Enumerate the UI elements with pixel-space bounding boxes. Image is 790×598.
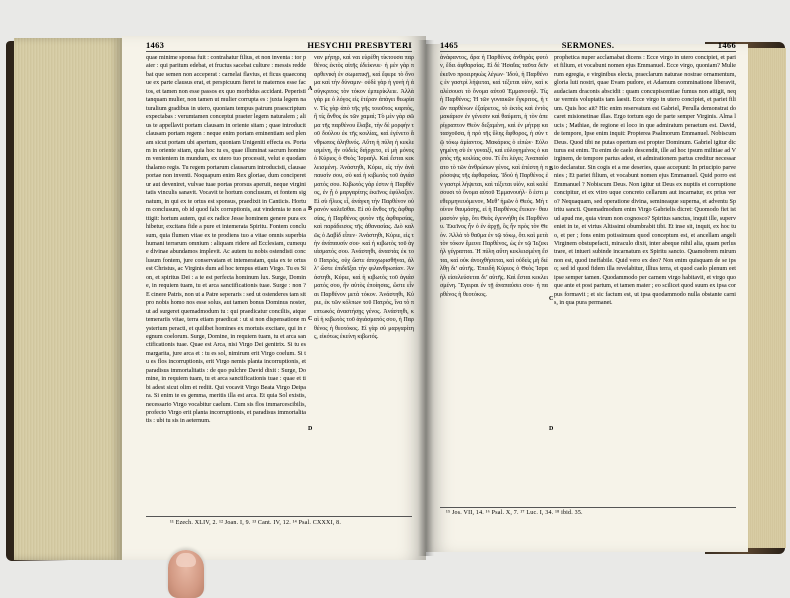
book-gutter	[418, 40, 434, 556]
left-margin-letter-b: B	[308, 206, 313, 212]
right-page-number-column: 1466	[717, 40, 736, 50]
right-latin-column: prophetica nuper acclamabat dicens : Ecce virgo in utero concipiet, et pariet filium, et vocabunt nomen ejus Emmanuel. Ecce virgo, quoniam? Mulierum egregia, e virginibus electa, praeclarum naturae nostrae ornamentum, gloria luti nostri, quae Evam pudore, et Adamum comminatione liberavit, audaciam draconis abscidit : quam concupiscentiae fumus non attigit, neque vermis voluptatis tam laesit. Ecce virgo in utero concipiet, et pariet filium. Quis hoc ait? Hic enim reservatum est Gabriel, Perulla demonstrat docaret misionetinae illas. Ergo tortum ego de parte semper Virginis. Alma lucis ; Mathiae, de regione ei loco in que admiratum peraetum est. David, de tempore, Ipse enim inquit: Propterea Psalmorum Emmanuel. Nobiscum Deus. Quod tibi ne putas opertum est propter Dominum. Gabriel igitur dicturus est enim. Tu enim de caelo descendit, ille ad hoc ipsum militiae ad Virginem, de tempore partus adest, et admirationem partus creditur necessario declaratur. Sin cogis et a me deseries, quae accepunt: In priucipio parvenies ; Et pariet filium, et vocabunt nomen ejus Emmanuel. Quid porro est Emmanuel ? Nobiscum Deus. Non igitur ut Deus ex nuptiis et corruptione concipitur, et ex vitro uque concreto cellarum aut incarnatur, ex prius vero? Nequaquam, sed operatione divina, semineaque superna, et adventu Spiritu sancti. Quemadmodum enim Virgo Gabrielis dicret: Quomodo fiet istud apud me, quia virum non cognosco? Spiritus sanctus, inquit ille, superveniet in te, et virtus Altissimi obumbrabit tibi. Et inse sit, inquit, ex hoc tuo, et per ; fons enim potissimum quod conceptum est, et ancellam angeli Virginem obstupefacti, miraculo dixit, inter abeque nihil alia, quam perlustrare, et intueri subinde incarnatum ex Spiritu sancto. Quamobrem mirum non est, quod ineffabile. Quid vero ex deo? Non enim quisquam de se ipso; sed id quod fidem illa revelabitur, illius terra, et quod caelo plenum eet ipse semper tamen. Quodammodo per carnem virgo habitavit, et virgo quoque ante et post partum, et tamen mater ; eo scilicet quod suum ex ipsa corpus formavit ; et sic factum est, ut ipsa quodammodo nulla obstante carnis, in qua pura permanet.	[554, 55, 736, 307]
right-footnotes: ¹⁵ Jos. VII, 14. ¹⁶ Psal. X, 7. ¹⁷ Luc. I, 34. ¹⁸ ibid. 35.	[446, 510, 583, 516]
left-margin-letter-c: C	[308, 316, 313, 322]
right-footnote-rule	[440, 507, 736, 508]
left-head-rule	[146, 51, 412, 52]
right-greek-column: ἀνάφαντος, ἄρα ἡ Παρθένος ἀνθηρὰς φυτὸν, ἔδει ἀφθαρσίας. Εἰ δὲ Ἡσαΐας ταῦτα δεῖν ἐκεῖνο προειρηκὼς λέγων· Ἰδοὺ, ἡ Παρθένος ἐν γαστρὶ λήψεται, καὶ τέξεται υἱὸν, καὶ καλέσουσι τὸ ὄνομα αὐτοῦ Ἐμμανουήλ. Τίς ἡ Παρθένος; Ἡ τῶν γυναικῶν ἔγκριτος, ἡ τῶν παρθένων ἐξαίρετος, τὸ ἐκτὸς καὶ ἐντὸς μακάριον ἐν γένεσιν καὶ θαύματι, ἡ τὸν ἀπερίγραπτον Θεὸν δεξαμένη, καὶ ἐν μήτρᾳ κατασχοῦσα, ἡ πρὸ τῆς ὕλης ἄφθορος, ἡ σὺν τῷ τόκῳ ἀμίαντος. Μακάριος ὁ εἰπὼν· Εὐλογημένη σὺ ἐν γυναιξί, καὶ εὐλογημένος ὁ καρπὸς τῆς κοιλίας σου. Τί ἔτι λέγει; Ἀναπαύσατο τὸ τῶν ἀνθρώπων γένος, καὶ ἐπέστη ἡ πρόσοψις τῆς ἀφθαρσίας. Ἰδοὺ ἡ Παρθένος ἐν γαστρὶ λήψεται, καὶ τέξεται υἱόν, καὶ καλέσουσι τὸ ὄνομα αὐτοῦ Ἐμμανουήλ· ὅ ἐστι μεθερμηνευόμενον, Μεθ’ ἡμῶν ὁ Θεός. Μὴ τοίνυν θαυμάσῃς, εἰ ἡ Παρθένος ἔτεκεν· θαυμαστὸν γὰρ, ὅτι Θεὸς ἐγεννήθη ἐκ Παρθένου. Ἐκεῖνος ἦν ὁ ἐν ἀρχῇ, ὃς ἦν πρὸς τὸν Θεόν. Ἀλλὰ τὸ θαῦμα ἐν τῷ τόκῳ, ὅτι καὶ μετὰ τὸν τόκον ἔμεινε Παρθένος, ὡς ἐν τῷ Ἰεζεκιὴλ γέγραπται. Ἡ πύλη αὕτη κεκλεισμένη ἔσται, καὶ οὐκ ἀνοιχθήσεται, καὶ οὐδεὶς μὴ διέλθῃ δι’ αὐτῆς. Ἐπειδὴ Κύριος ὁ Θεὸς Ἰσραὴλ εἰσελεύσεται δι’ αὐτῆς. Καὶ ἔσται κεκλεισμένη. Ἔγειραι ἐν τῇ ἀναπαύσει σου· ἡ παρθένος ἡ θεοτόκος.	[440, 55, 548, 298]
left-running-title: HESYCHII PRESBYTERI	[307, 40, 412, 50]
left-greek-column: ναν μήτηρ, καὶ ναι εὑρέθη τίκτουσα παρθένος ἐκτὸς αἰτῆς ἐδείκνυε· ἡ μὲν γὰρ παρθενικὴ ἐν σωματικῇ, καὶ ἔφερε τὸ ὄνομα καὶ τὴν δύναμιν· οὐδὲ γὰρ ἡ γυνὴ ἡ ἀσύγκριτος τὸν τόκον ἐμπερίκλειε. Ἀλλὰ γάρ με ὁ λόγος εἰς ἑτέραν ἀπάγει θεωρίαν. Τίς γὰρ ἀπὸ τῆς γῆς τοιοῦτος καρπὸς, ἢ τίς ἄνθος ἐκ τῶν χαμαὶ; Τὸ μὲν γὰρ σῶμα τῆς παρθένου ἔλαβε, τὴν δὲ μορφὴν τοῦ δούλου ἐκ τῆς κοιλίας, καὶ ἐγένετο ἄνθρωπος ἀληθινός. Αὕτη ἡ πύλη ἡ κεκλεισμένη, ἣν οὐδεὶς διήρχετο, εἰ μὴ μόνος ὁ Κύριος ὁ Θεὸς Ἰσραήλ. Καὶ ἔσται κεκλεισμένη. Ἀνάστηθι, Κύριε, εἰς τὴν ἀνάπαυσίν σου, σὺ καὶ ἡ κιβωτὸς τοῦ ἁγιάσματός σου. Κιβωτὸς γάρ ἐστιν ἡ Παρθένος, ἐν ᾗ ὁ μαργαρίτης ἐκεῖνος ἐφύλαξεν. Εἰ σὺ ἥλιος εἶ, ἀνάγκη τὴν Παρθένον οὐρανὸν καλεῖσθαι. Εἰ σὺ ἄνθος τῆς ἀφθαρσίας, ἡ Παρθένος φυτὸν τῆς ἀφθαρσίας, καὶ παράδεισος τῆς ἀθανασίας. Διὸ καλῶς ὁ Δαβὶδ εἶπεν· Ἀνάστηθι, Κύριε, εἰς τὴν ἀνάπαυσίν σου· καὶ ἡ κιβωτὸς τοῦ ἁγιάσματός σου. Ἀνάστηθι, ἀναστὰς ἐκ τοῦ Πατρὸς, οὐχ ὥστε ἀποχωρισθῆναι, ἀλλ’ ὥστε ἐπιδεῖξαι τὴν φιλανθρωπίαν. Ἀνάστηθι, Κύριε, καὶ ἡ κιβωτὸς τοῦ ἁγιάσματός σου, ἣν αὐτὸς ἐποίησας, ὥστε εἶναι Παρθένον μετὰ τόκον. Ἀνάστηθι, Κύριε, ἐκ τῶν κόλπων τοῦ Πατρὸς, ἵνα τὸ πεπτωκὸς ἀναστήσῃς γένος. Ἀνάστηθι, καὶ ἡ κιβωτὸς τοῦ ἁγιάσματός σου, ἡ Παρθένος ἡ θεοτόκος. Εἰ γὰρ σὺ μαργαρίτης, εἰκότως ἐκείνη κιβωτός.	[314, 55, 414, 340]
right-page-edges	[748, 48, 786, 548]
right-running-title: SERMONES.	[561, 40, 615, 50]
left-running-head	[146, 40, 412, 50]
right-running-head	[440, 40, 736, 50]
right-head-rule	[440, 51, 736, 52]
right-margin-letter-d: D	[549, 426, 554, 432]
left-margin-letter-a: A	[308, 86, 313, 92]
left-footnotes: ¹¹ Ezech. XLIV, 2. ¹² Joan. I, 9. ¹³ Cant. IV, 12. ¹⁴ Psal. CXXXI, 8.	[170, 520, 342, 526]
left-page-edges	[14, 38, 122, 560]
right-page-number: 1465	[440, 40, 459, 50]
left-latin-column: quae minime sponsa fuit : contrahatur filius, et non inventa : tor paier : qui paritum edebat, et fructus sacebat culture : messis reddebat que semen non acceperat : carnelai flavius, et ficus quaeconque ex parte clausus erat, et perspicuum fieret te maternos esse factos, et tamen non esse passos ex quo morbidus accidant. Peperisti tanquam mulier, non tamen ut mulier corrupta es : juxta legem naturalium gradibus in utero, quoniam tempus patrum praescriptum expectabas : verumtamen conceptui praeter legem naturalem ; alius te appellavit portam clausam in oriente sitam ; quae introducit clausam portam regem : neque enim portam eminentiam sed plenam sicut portam ubi apertum, quoniam Unigeniti effecta es. Portam in oriente sitam, quia hoc tu es, quae illuminat sacrum hominem venientem in mundum, ex utero tuo processit, velut e quodam thalamo regis. Tu regem portarum clausarum introducisti, clausae portae non inventi. Noquapum enim Rex gloriae, dum conciperetur aut deveniret, vulvae tuae portas prorsus aperuit, neque virginitatis vinculis sanavit. Vocavit te hortum conclusum, et fontem signatum, in qui ex te ortus est sponsus, praedixit in Canticis. Hortum conclusum, ob id quod falx corruptionis, aut vindemia te non attigit: hortum autem, qui ex radice Jesse hominem genere pura exhibetur, excitans fide a pure et intemerata Spiritu. Fontem conclusum, quia flumen vitae ex te prodiens tuo a vitae omnis superbia humani terrarum omnium : aliquam ridere ad Ecclesiam, cumeque divinae abundamos implevit. Ac autem tu nobis ostendisti conclusum fontem, jure conservatam et intemeratam, quia ex te ortus est Christus, ac Virginis dum ad hoc tempus etiam Virgo. Tu es Sion, et spiritus Dei : a te est perfecta hominum lux. Surge, Domine, in requiem tuam, tu et arca sanctificationis tuae. Surge : non ? E cinere Patris, non ut a Patre seperaris : sed ut ostenderes tam sit pro nobis homo nos esse solus, aut tamen bonus Dominus noster, ut ad surgeret quemadmodum tu : qui praedicatur conciliis, atque temerariis vitae, terra etiam praedicat : ut si non dispensatione mysterium peracti, et quilibet homines ex mortuis excitare, qui in regnum coelorum. Surge, Domine, in requiem tuam, tu et arca sanctificationis tuae. Quae est Arca, nisi Virgo Dei genitrix. Si tu es margarita, jure arca et : tu es sol, nimirum erit Virgo coelum. Si tu es flos incorruptionis, erit Virgo nemis planta incorruptionis, et paradisus immortalitatis : de quo pulchre David dixit : Surge, Domine, in requiem tuam, tu et arca sanctificationis tuae : quae et tibi adest sicut olim et rediit. Qui vocavit Virgo Beata Virgo Deipara. Si enim te es gemma, meritis illa est arca. Et quia Sol existis, necessario Virgo vocabitur caelum. Cum sis flos immarcescibilis, profecto Virgo erit planta incorruptionis, et paradisus immortalitatis : ubi tu sis in aeternum.	[146, 55, 306, 425]
right-margin-letter-c: C	[549, 296, 554, 302]
left-margin-letter-d: D	[308, 426, 313, 432]
thumb-nail	[176, 553, 196, 567]
right-margin-letter-b: B	[549, 166, 554, 172]
left-footnote-rule	[146, 516, 412, 517]
left-page-number: 1463	[146, 40, 165, 50]
